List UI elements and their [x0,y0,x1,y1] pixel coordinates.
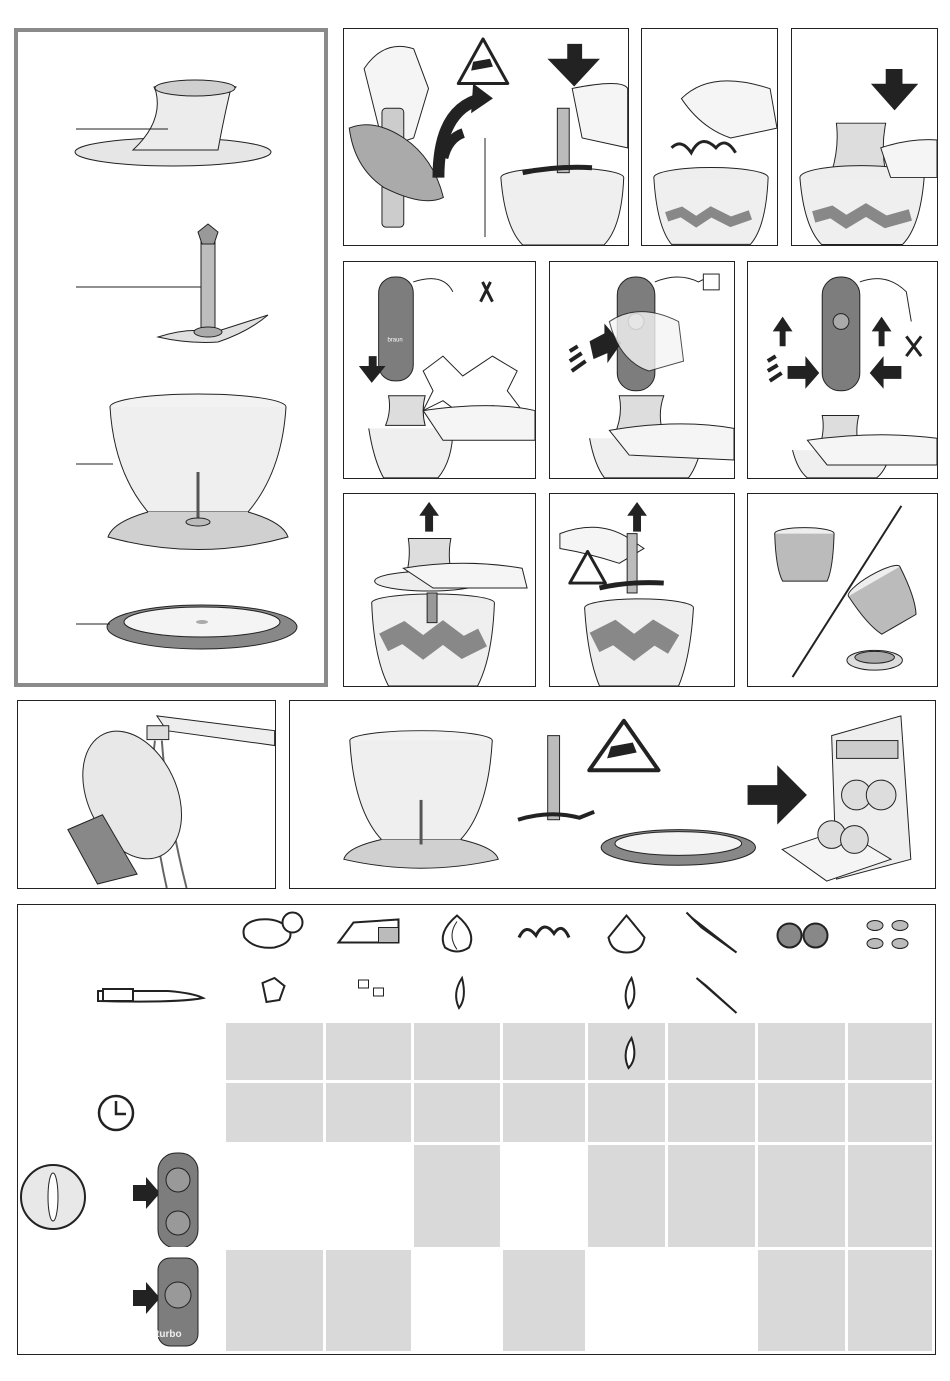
row-label-quantity [18,1023,223,1080]
lid-illustration [75,80,271,166]
food-meat-icon [226,905,323,960]
cell-speed-walnuts [758,1145,845,1247]
left-arrow-icon [870,356,902,389]
cell-time-herbs [503,1083,585,1142]
step-release-motor [747,261,938,479]
right-arrow-icon [788,356,820,389]
cell-turbo-meat [226,1250,323,1351]
step-insert-blade [343,28,629,246]
step-remove-lid [343,493,536,687]
step-empty-bowl [747,493,938,687]
up-arrow-icon [872,317,892,347]
cell-cut-size-onion [414,963,500,1020]
cell-cut-size-garlic [588,963,665,1020]
step-attach-motor [343,261,536,479]
cell-cut-size-meat [226,963,323,1020]
cell-speed-carrot [668,1145,755,1247]
cell-quantity-garlic [588,1023,665,1080]
cell-quantity-walnuts [758,1023,845,1080]
step-plug-and-press [549,261,735,479]
cell-time-cheese [326,1083,411,1142]
down-arrow-icon [547,44,600,87]
turbo-label: turbo [156,1329,182,1340]
cell-quantity-carrot [668,1023,755,1080]
step-add-herbs [641,28,778,246]
food-cheese-icon [326,905,411,960]
cell-time-almonds [848,1083,932,1142]
cell-quantity-almonds [848,1023,932,1080]
down-arrow-icon [871,69,918,110]
no-plug-icon [906,336,921,356]
parts-illustration [18,32,324,683]
faucet-shape [157,716,275,746]
food-onion-icon [414,905,500,960]
cell-quantity-meat [226,1023,323,1080]
cell-cut-size-cheese [326,963,411,1020]
cell-turbo-carrot [668,1250,755,1351]
cell-turbo-garlic [588,1250,665,1351]
cell-time-meat [226,1083,323,1142]
processing-table [17,904,936,1355]
cell-quantity-herbs [503,1023,585,1080]
row-label-time [18,1083,223,1142]
cell-time-walnuts [758,1083,845,1142]
food-carrot-icon [668,905,755,960]
cell-cut-size-herbs [503,963,585,1020]
cell-speed-meat [226,1145,323,1247]
step-remove-blade [549,493,735,687]
cell-speed-garlic [588,1145,665,1247]
cell-turbo-walnuts [758,1250,845,1351]
cell-cut-size-almonds [848,963,932,1020]
cell-turbo-almonds [848,1250,932,1351]
cell-speed-almonds [848,1145,932,1247]
up-arrow-icon [773,317,793,347]
cell-cut-size-carrot [668,963,755,1020]
cell-time-garlic [588,1083,665,1142]
no-plug-icon [481,282,493,302]
brand-text: braun [387,337,403,344]
cell-turbo-onion [414,1250,500,1351]
base-illustration [107,605,297,649]
cell-turbo-cheese [326,1250,411,1351]
cell-cut-size-walnuts [758,963,845,1020]
right-arrow-icon [748,765,807,824]
warning-icon [458,39,508,84]
up-arrow-icon [419,502,439,532]
cell-speed-onion [414,1145,500,1247]
cell-quantity-cheese [326,1023,411,1080]
up-arrow-icon [627,502,647,532]
table-header-blank [18,905,223,960]
food-herbs-icon [503,905,585,960]
cell-speed-cheese [326,1145,411,1247]
blade-illustration [158,224,268,342]
cell-speed-herbs [503,1145,585,1247]
cell-turbo-herbs [503,1250,585,1351]
row-label-speed [18,1145,223,1247]
row-label-cut-size [18,963,223,1020]
step-dishwasher-safe [289,700,936,889]
cell-quantity-onion [414,1023,500,1080]
warning-icon [589,721,658,770]
step-place-lid [791,28,938,246]
row-label-turbo [18,1250,223,1351]
cell-time-carrot [668,1083,755,1142]
step-rinse-lid [17,700,276,889]
food-almonds-icon [848,905,932,960]
cell-time-onion [414,1083,500,1142]
bowl-illustration [108,394,288,550]
food-garlic-icon [588,905,665,960]
parts-panel [14,28,328,687]
food-walnuts-icon [758,905,845,960]
